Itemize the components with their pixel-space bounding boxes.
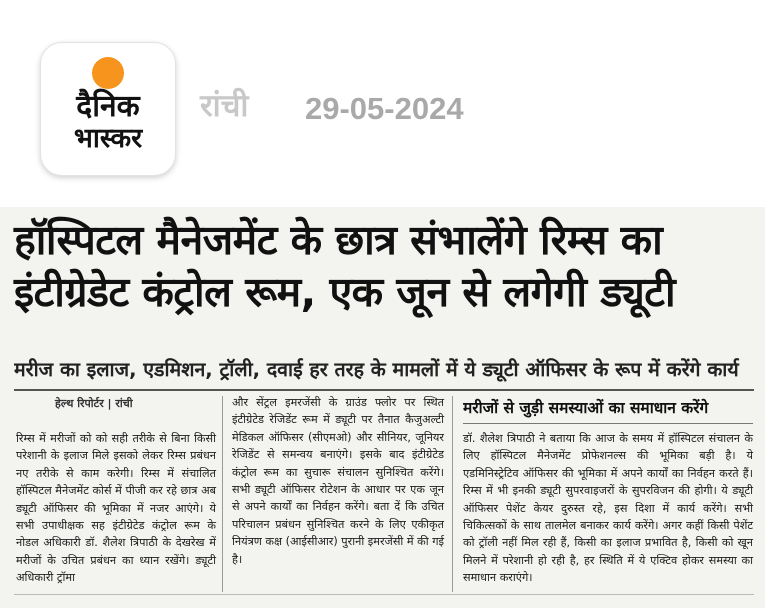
logo-text-line2: भास्कर [73,123,143,154]
column-divider-2 [452,396,453,592]
sun-logo-icon [92,57,124,89]
article-byline: हेल्थ रिपोर्टर | रांची [55,397,133,410]
article-column-1: रिम्स में मरीजों को को सही तरीके से बिना किसी परेशानी के इलाज मिले इसको लेकर रिम्स प्रबंधन नए तरीके से काम करेगी। रिम्स में संचालित हॉस्पिटल मैनेजमेंट कोर्स में पीजी कर रहे छात्र अब ड्यूटी ऑफिसर की भूमिका में नजर आएंगे। ये सभी उपाधीक्षक सह इंटीग्रेटेड कंट्रोल रूम के नोडल अधिकारी डॉ. शैलेश त्रिपाठी के देखरेख में मरीजों के उचित प्रबंधन का ध्यान रखेंगे। ड्यूटी अधिकारी ट्रॉमा [16,432,216,585]
column-divider-1 [222,396,223,592]
article-headline [14,214,754,318]
headline-line1: हॉस्पिटल मैनेजमेंट के छात्र संभालेंगे रिम्स का [14,216,663,264]
logo-text-line1: दैनिक [76,89,140,124]
article-subheading: मरीजों से जुड़ी समस्याओं का समाधान करेंगे [463,399,709,417]
article-column-3: डॉ. शैलेश त्रिपाठी ने बताया कि आज के समय में हॉस्पिटल संचालन के लिए हॉस्पिटल मैनेजमेंट प्रोफेशनल्स की भूमिका बड़ी है। ये एडमिनिस्ट्रेटिव ऑफिसर की भूमिका में अपने कार्यों का निर्वहन करते हैं। रिम्स में भी इनकी ड्यूटी सुपरवाइजरों के सुपरविजन की होगी। ये ड्यूटी ऑफिसर पेशेंट केयर दुरुस्त रहे, इस दिशा में कार्य करेंगे। सभी चिकित्सकों के साथ तालमेल बनाकर कार्य करेंगे। अगर कहीं किसी पेशेंट को ट्रॉली नहीं मिल रही हैं, किसी का इलाज प्रभावित है, किसी को खून मिलने में परेशानी हो रही है, हर स्थिति में ये एक्टिव होकर समस्या का समाधान कराएंगे। [463,432,753,585]
dainik-bhaskar-logo [40,42,176,176]
article-deck: मरीज का इलाज, एडमिशन, ट्रॉली, दवाई हर तरह के मामलों में ये ड्यूटी ऑफिसर के रूप में करेंगे कार्य [14,358,739,381]
article-column-2: और सेंट्रल इमरजेंसी के ग्राउंड फ्लोर पर स्थित इंटीग्रेटेड रेजिडेंट रूम में ड्यूटी पर तैनात कैजुअल्टी मेडिकल ऑफिसर (सीएमओ) और सीनियर, जूनियर रेजिडेंट से समन्वय बनाएंगे। इसके बाद इंटीग्रेटेड कंट्रोल रूम का सुचारू संचालन सुनिश्चित करेंगे। सभी ड्यूटी ऑफिसर रोटेशन के आधार पर एक जून से अपने कार्यों का निर्वहन करेंगे। बता दें कि उचित परिचालन प्रबंधन सुनिश्चित करने के लिए एकीकृत नियंत्रण कक्ष (आईसीआर) पुरानी इमरजेंसी में की गई है। [232,396,444,566]
deck-divider [14,389,754,391]
clipping-bottom-rule [14,594,754,595]
subheading-underline [463,423,753,424]
headline-line2: इंटीग्रेडेट कंट्रोल रूम, एक जून से लगेगी ड्यूटी [14,268,676,316]
page-header [0,0,765,205]
edition-city: रांची [200,88,249,124]
edition-date: 29-05-2024 [305,91,464,126]
